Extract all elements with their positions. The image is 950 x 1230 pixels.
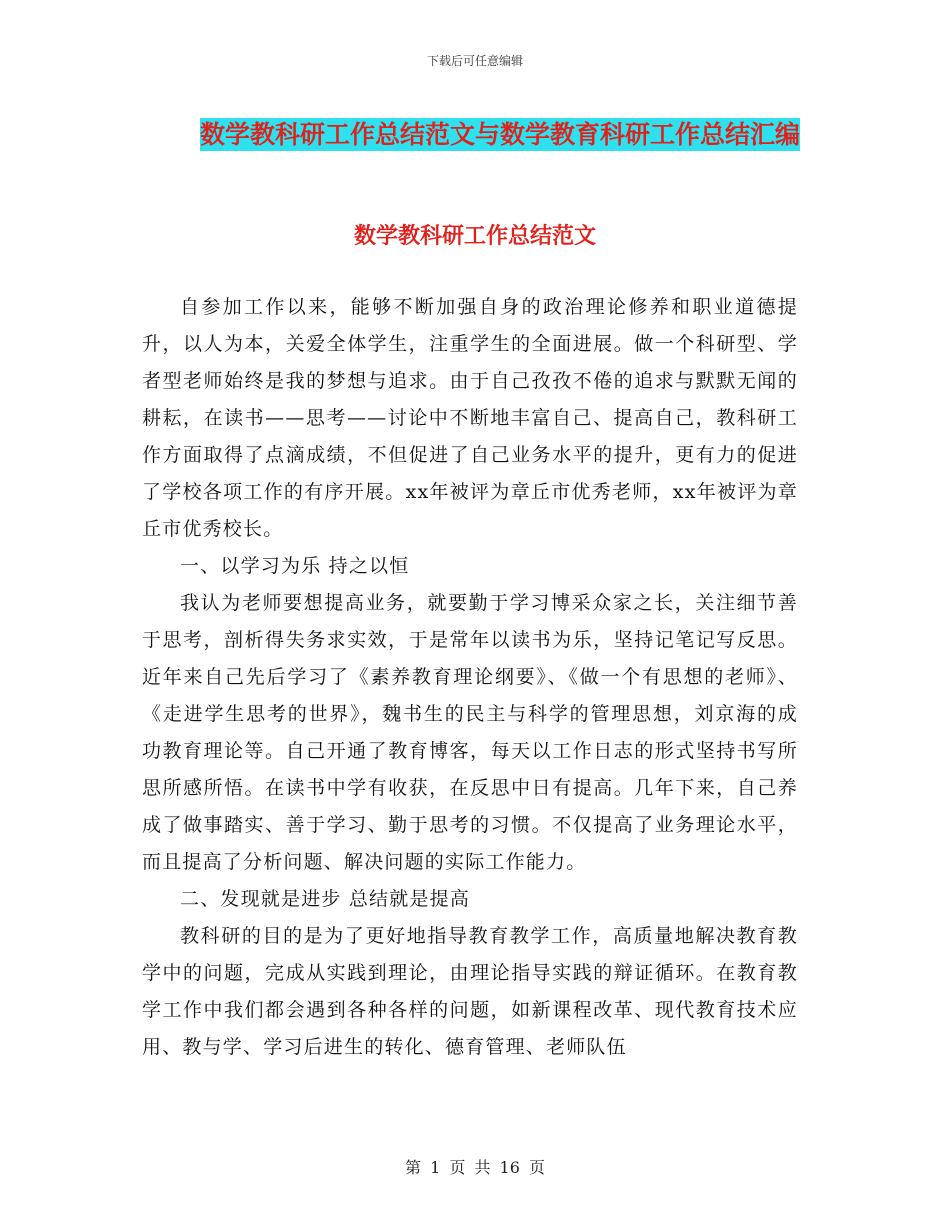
subheading: 二、发现就是进步 总结就是提高 [180, 888, 471, 910]
section-title: 数学教科研工作总结范文 [353, 224, 596, 249]
paragraph: 我认为老师要想提高业务，就要勤于学习博采众家之长，关注细节善于思考，剖析得失务求实效，于是常年以读书为乐，坚持记笔记写反思。近年来自己先后学习了《素养教育理论纲要》、《做一个有思想的老师》、《走进学生思考的世界》，魏书生的民主与科学的管理思想，刘京海的成功教育理论等。自己开通了教育博客，每天以工作日志的形式坚持书写所思所感所悟。在读书中学有收获，在反思中日有提高。几年下来，自己养成了做事踏实、善于学习、勤于思考的习惯。不仅提高了业务理论水平，而且提高了分析问题、解决问题的实际工作能力。 [142, 592, 798, 873]
body-text [142, 289, 798, 1066]
paragraph: 自参加工作以来，能够不断加强自身的政治理论修养和职业道德提升，以人为本，关爱全体学生，注重学生的全面进展。做一个科研型、学者型老师始终是我的梦想与追求。由于自己孜孜不倦的追求与默默无闻的耕耘，在读书——思考——讨论中不断地丰富自己、提高自己，教科研工作方面取得了点滴成绩，不但促进了自己业务水平的提升，更有力的促进了学校各项工作的有序开展。xx年被评为章丘市优秀老师，xx年被评为章丘市优秀校长。 [142, 296, 798, 540]
subheading: 一、以学习为乐 持之以恒 [180, 555, 410, 577]
document-title-text: 数学教科研工作总结范文与数学教育科研工作总结汇编 [199, 120, 800, 149]
header-note: 下载后可任意编辑 [426, 54, 523, 68]
paragraph: 教科研的目的是为了更好地指导教育教学工作，高质量地解决教育教学中的问题，完成从实践到理论，由理论指导实践的辩证循环。在教育教学工作中我们都会遇到各种各样的问题，如新课程改革、现代教育技术应用、教与学、学习后进生的转化、德育管理、老师队伍 [142, 925, 798, 1058]
page-footer: 第 1 页 共 16 页 [405, 1158, 545, 1177]
document-title [180, 110, 820, 160]
